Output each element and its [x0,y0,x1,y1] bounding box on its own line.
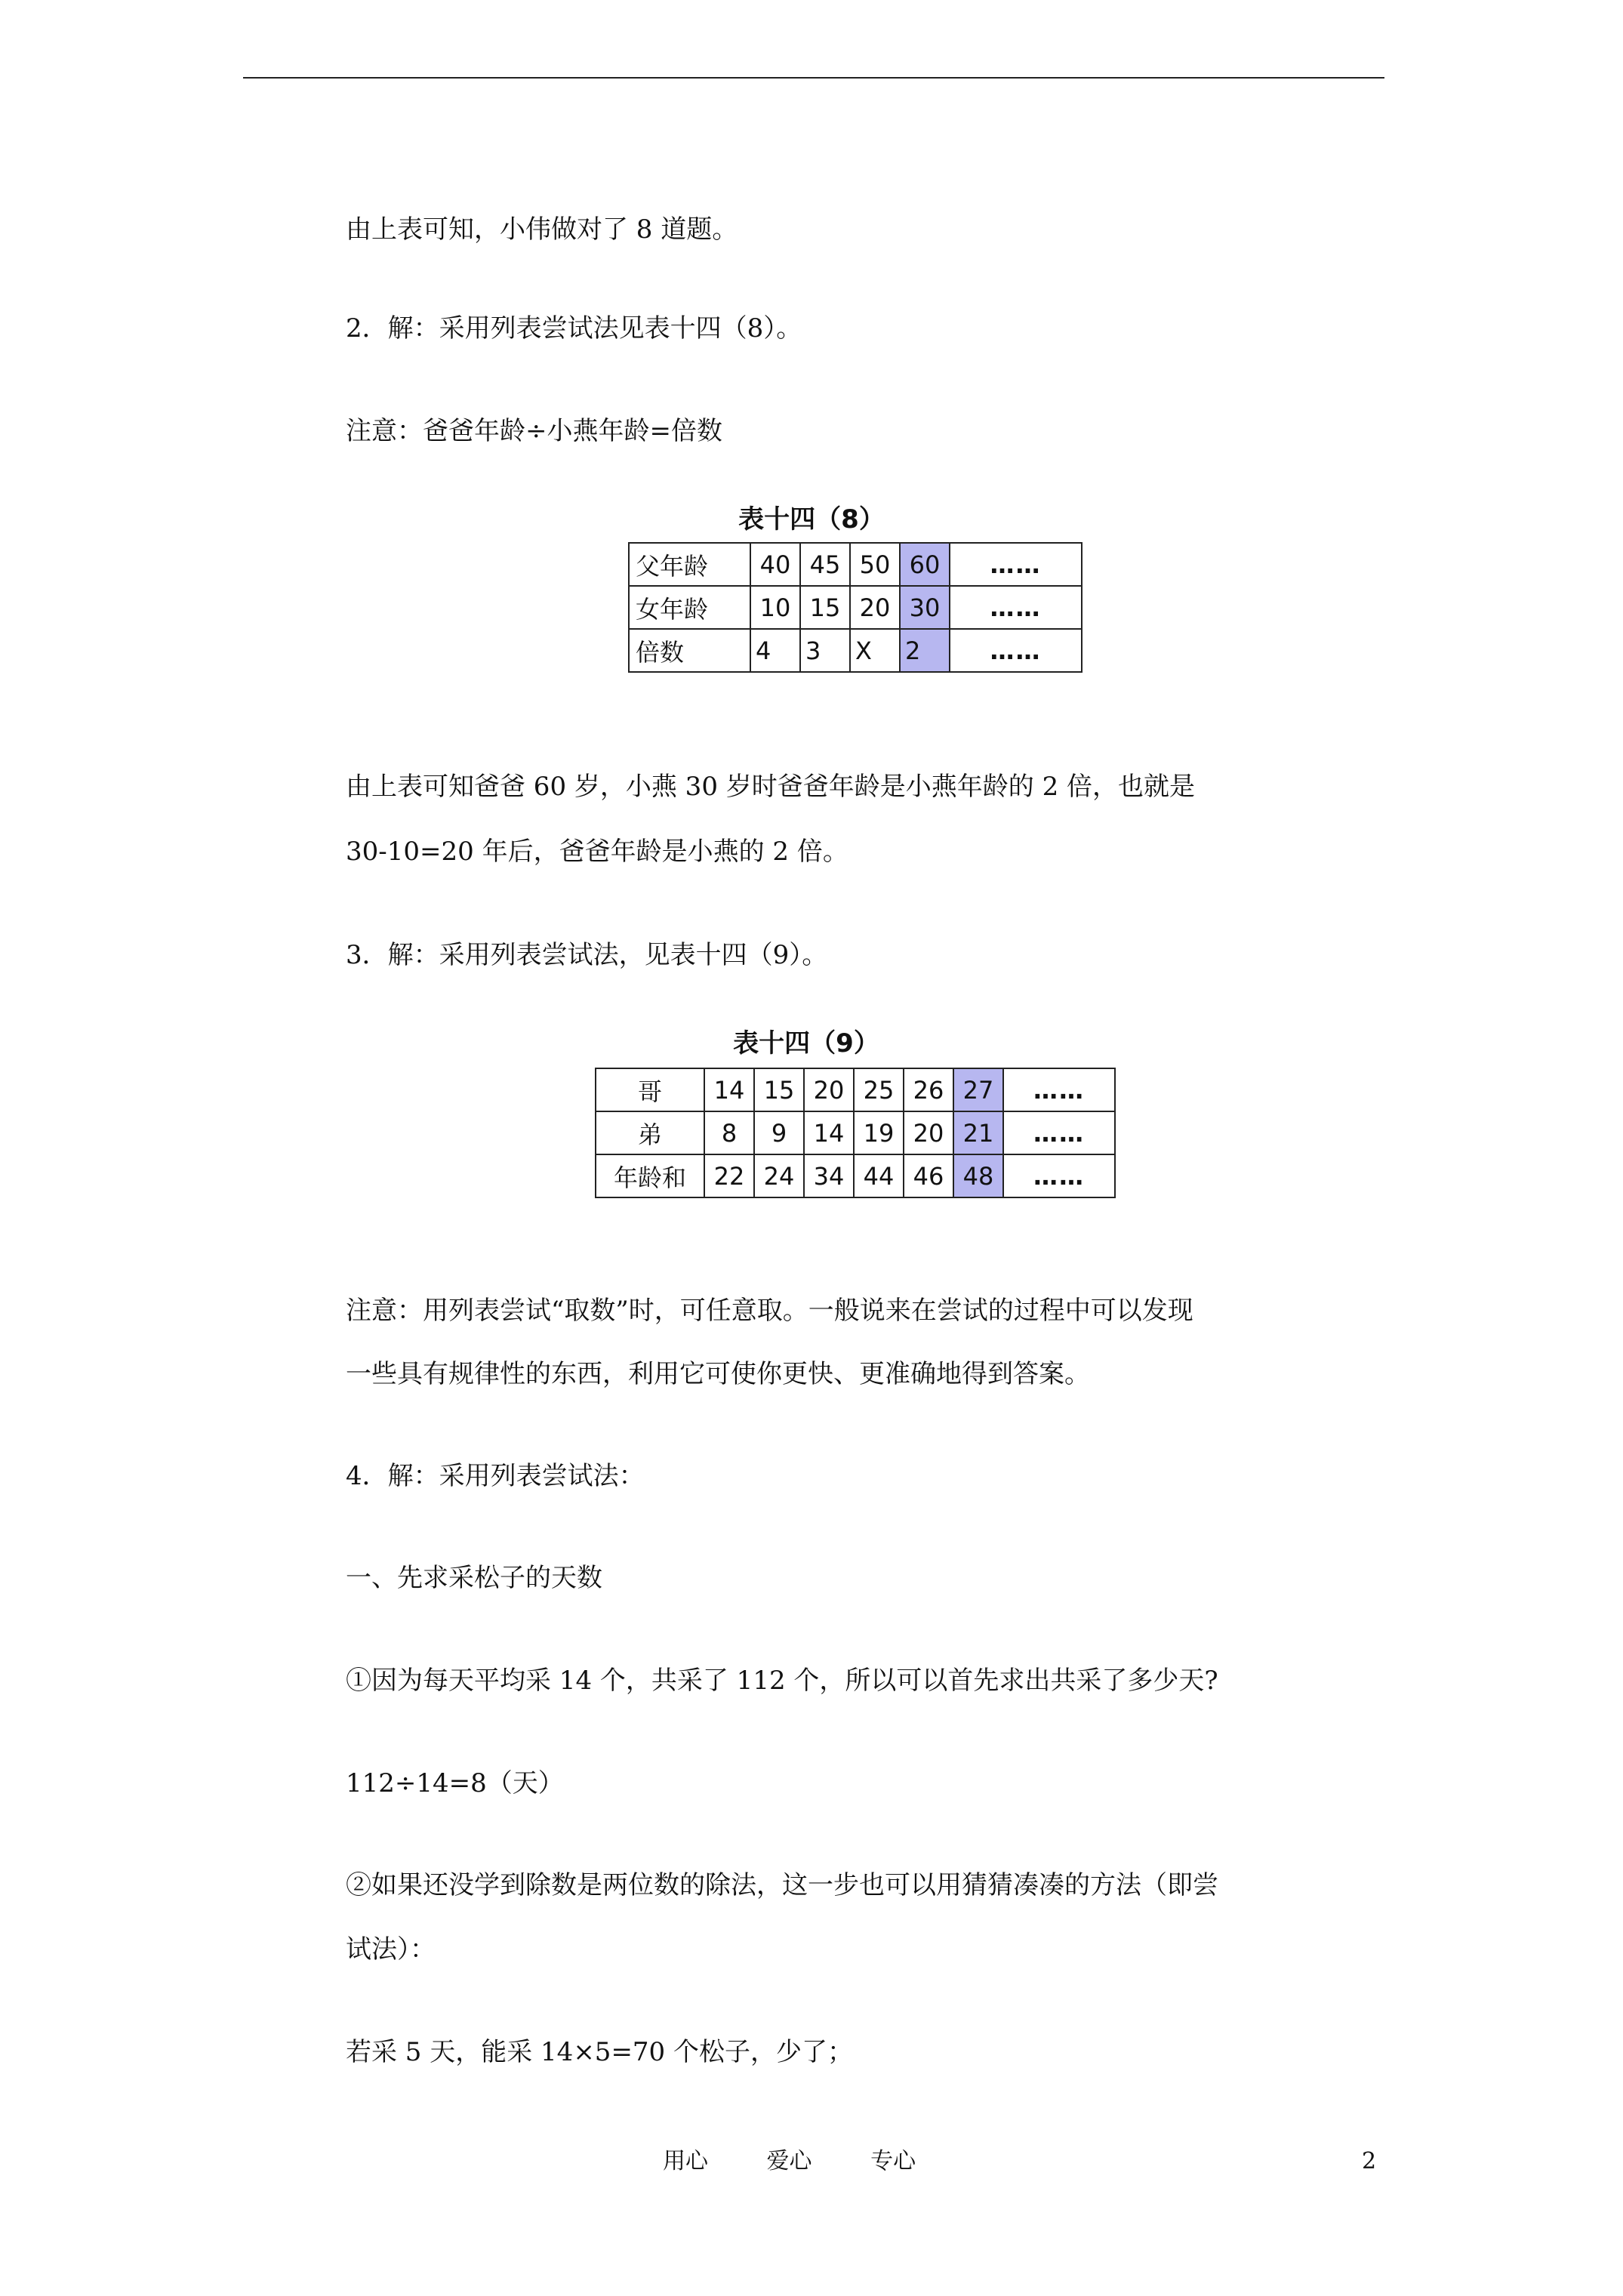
table-cell-highlighted: 30 [900,586,950,629]
table-cell: 24 [754,1154,804,1197]
table-cell-ellipsis: …… [950,543,1082,586]
table-cell: 44 [854,1154,904,1197]
table-cell: 20 [804,1068,854,1111]
footer-item: 专心 [870,2148,916,2174]
table-cell: 45 [800,543,850,586]
footer-motto [663,2148,967,2175]
paragraph-step-1-b-line1: ②如果还没学到除数是两位数的除法，这一步也可以用猜猜凑凑的方法（即尝 [346,1870,1218,1900]
table-cell: 15 [800,586,850,629]
table-row-header: 女年龄 [629,586,750,629]
paragraph-step-1-b-line2: 试法）： [346,1934,436,1965]
table-cell: 50 [850,543,900,586]
footer-item: 爱心 [766,2148,812,2174]
paragraph-solution-4: 4．解：采用列表尝试法： [346,1461,645,1491]
paragraph-result-1: 由上表可知，小伟做对了 8 道题。 [346,214,738,245]
table-cell: X [850,629,900,672]
footer-item: 用心 [663,2148,708,2174]
table-row [596,1154,1115,1197]
table-row [596,1068,1115,1111]
table9 [595,1068,1116,1198]
paragraph-solution-2: 2．解：采用列表尝试法见表十四（8）。 [346,313,802,344]
table-cell-highlighted: 2 [900,629,950,672]
table-cell: 4 [750,629,800,672]
table-cell: 10 [750,586,800,629]
table-cell: 19 [854,1111,904,1154]
table-cell: 14 [804,1111,854,1154]
table-row-header: 弟 [596,1111,704,1154]
table-cell: 25 [854,1068,904,1111]
table-cell-highlighted: 48 [953,1154,1003,1197]
paragraph-step-1-a: ①因为每天平均采 14 个，共采了 112 个，所以可以首先求出共采了多少天? [346,1666,1218,1696]
table-row [596,1111,1115,1154]
table-row-header: 年龄和 [596,1154,704,1197]
paragraph-note-2-line1: 注意：用列表尝试“取数”时，可任意取。一般说来在尝试的过程中可以发现 [346,1296,1193,1326]
table-cell-ellipsis: …… [1003,1068,1115,1111]
table9-caption: 表十四（9） [733,1028,879,1059]
paragraph-note-1: 注意：爸爸年龄÷小燕年龄=倍数 [346,416,722,446]
paragraph-note-2-line2: 一些具有规律性的东西，利用它可使你更快、更准确地得到答案。 [346,1359,1090,1389]
paragraph-trial-5-days: 若采 5 天，能采 14×5=70 个松子，少了； [346,2037,853,2067]
table-cell: 26 [904,1068,953,1111]
table-cell-highlighted: 27 [953,1068,1003,1111]
table-row [629,586,1082,629]
paragraph-equation: 112÷14=8（天） [346,1768,564,1798]
table-cell: 3 [800,629,850,672]
table-cell: 40 [750,543,800,586]
table-row-header: 父年龄 [629,543,750,586]
paragraph-result-2-line2: 30-10=20 年后，爸爸年龄是小燕的 2 倍。 [346,837,848,867]
table-cell: 34 [804,1154,854,1197]
table-cell: 20 [904,1111,953,1154]
table-row-header: 倍数 [629,629,750,672]
table-cell: 15 [754,1068,804,1111]
table8 [628,542,1083,673]
table8-caption: 表十四（8） [738,504,885,535]
header-rule [243,77,1384,79]
table-cell: 8 [704,1111,754,1154]
paragraph-result-2-line1: 由上表可知爸爸 60 岁，小燕 30 岁时爸爸年龄是小燕年龄的 2 倍，也就是 [346,772,1196,802]
table-cell: 22 [704,1154,754,1197]
table-cell-highlighted: 21 [953,1111,1003,1154]
table-cell-highlighted: 60 [900,543,950,586]
table-cell: 14 [704,1068,754,1111]
table-cell-ellipsis: …… [950,629,1082,672]
table-cell-ellipsis: …… [950,586,1082,629]
table-cell: 9 [754,1111,804,1154]
table-cell-ellipsis: …… [1003,1111,1115,1154]
table-cell: 20 [850,586,900,629]
paragraph-step-1: 一、先求采松子的天数 [346,1563,602,1593]
paragraph-solution-3: 3．解：采用列表尝试法，见表十四（9）。 [346,940,828,970]
table-row [629,543,1082,586]
table-row-header: 哥 [596,1068,704,1111]
page-number: 2 [1362,2148,1377,2174]
table-cell: 46 [904,1154,953,1197]
table-row [629,629,1082,672]
table-cell-ellipsis: …… [1003,1154,1115,1197]
